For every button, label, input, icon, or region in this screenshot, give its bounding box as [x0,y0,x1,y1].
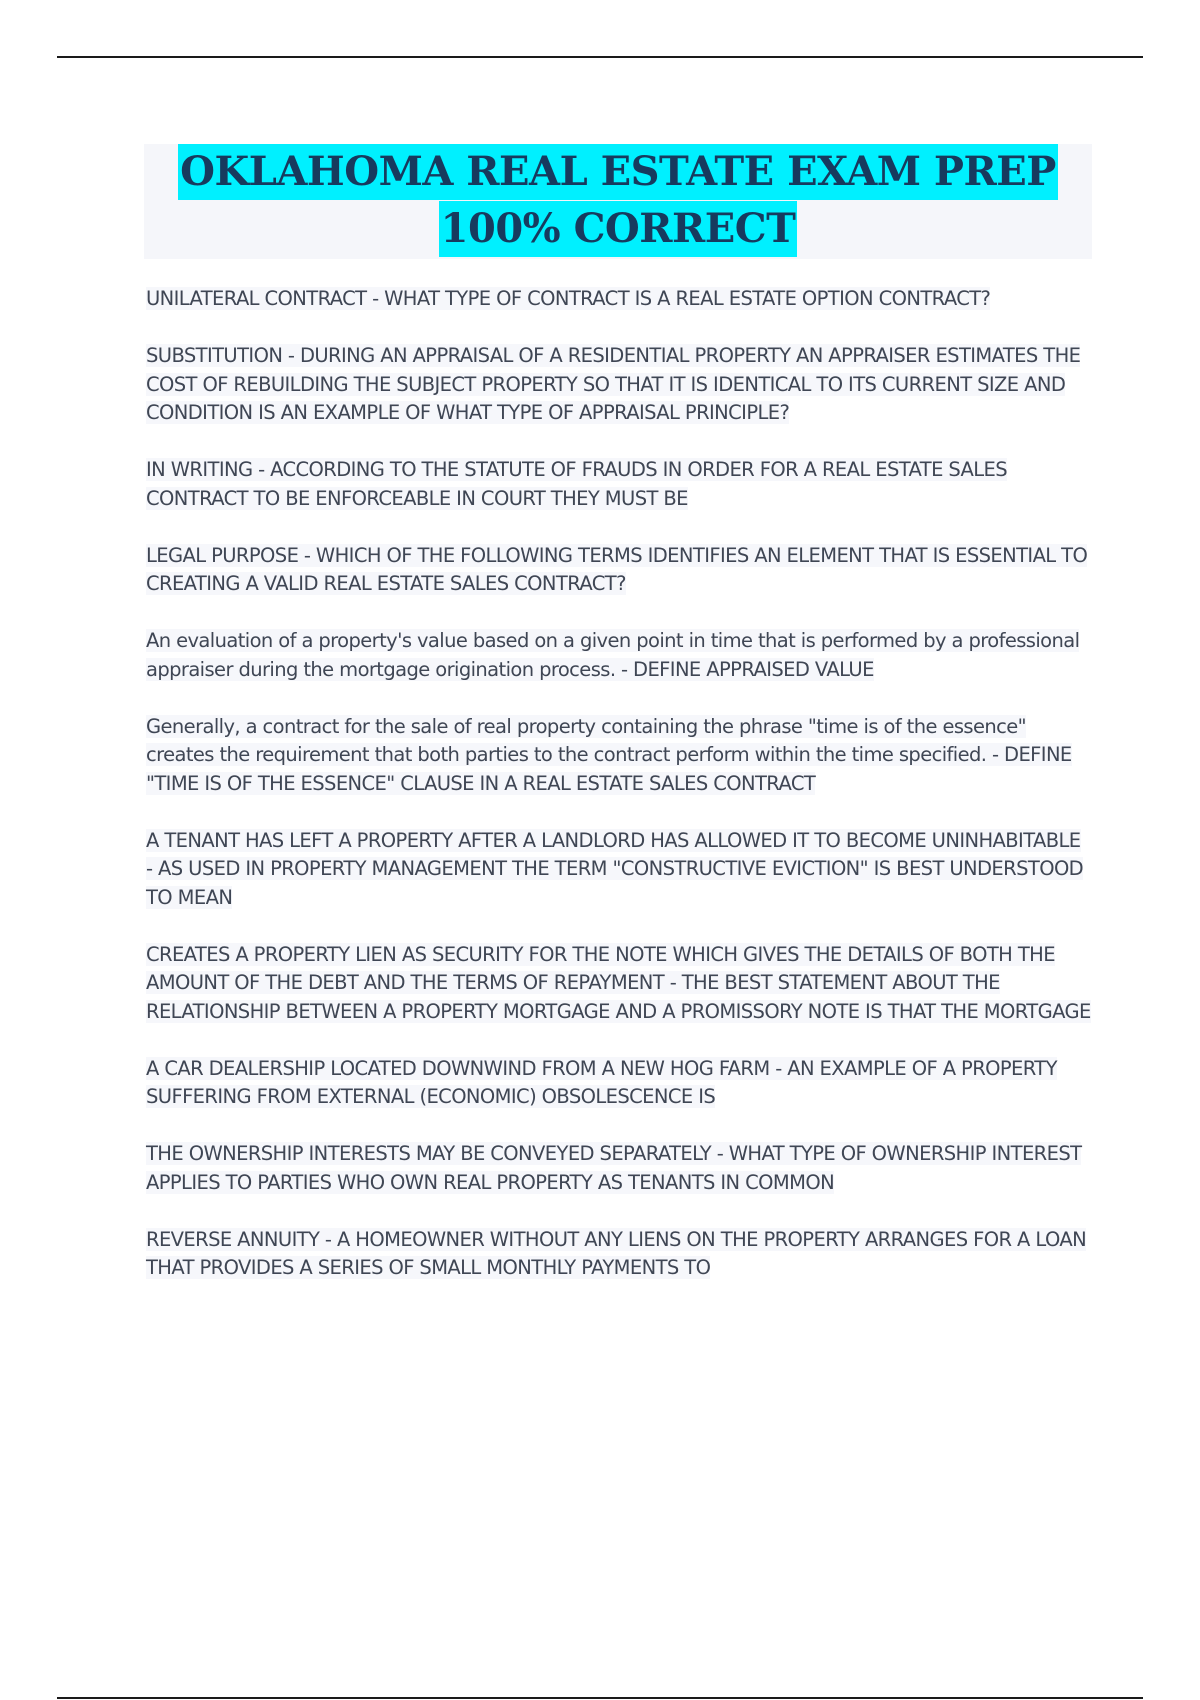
qa-entry: A TENANT HAS LEFT A PROPERTY AFTER A LANDLORD HAS ALLOWED IT TO BECOME UNINHABITABLE - AS USED IN PROPERTY MANAGEMENT THE TERM "CONSTRUCTIVE EVICTION" IS BEST UNDERSTOOD TO MEAN [146,828,1084,909]
document-title [144,144,1092,259]
qa-entry: REVERSE ANNUITY - A HOMEOWNER WITHOUT ANY LIENS ON THE PROPERTY ARRANGES FOR A LOAN THAT PROVIDES A SERIES OF SMALL MONTHLY PAYMENTS TO [146,1227,1087,1279]
qa-entry: CREATES A PROPERTY LIEN AS SECURITY FOR THE NOTE WHICH GIVES THE DETAILS OF BOTH THE AMOUNT OF THE DEBT AND THE TERMS OF REPAYMENT - THE BEST STATEMENT ABOUT THE RELATIONSHIP BETWEEN A PROPERTY MORTGAGE AND A PROMISSORY NOTE IS THAT THE MORTGAGE [146,942,1091,1023]
qa-entry: An evaluation of a property's value based on a given point in time that is performed by a professional appraiser during the mortgage origination process. - DEFINE APPRAISED VALUE [146,629,1080,681]
qa-list [146,285,1092,1311]
qa-entry: UNILATERAL CONTRACT - WHAT TYPE OF CONTRACT IS A REAL ESTATE OPTION CONTRACT? [146,287,991,310]
qa-entry: A CAR DEALERSHIP LOCATED DOWNWIND FROM A NEW HOG FARM - AN EXAMPLE OF A PROPERTY SUFFERING FROM EXTERNAL (ECONOMIC) OBSOLESCENCE IS [146,1056,1057,1108]
header-rule [57,56,1143,58]
qa-entry: Generally, a contract for the sale of real property containing the phrase "time is of the essence" creates the requirement that both parties to the contract perform within the time specified. - DEFINE "TIME IS OF THE ESSENCE" CLAUSE IN A REAL ESTATE SALES CONTRACT [146,714,1072,795]
qa-entry: THE OWNERSHIP INTERESTS MAY BE CONVEYED SEPARATELY - WHAT TYPE OF OWNERSHIP INTEREST APPLIES TO PARTIES WHO OWN REAL PROPERTY AS TENANTS IN COMMON [146,1142,1082,1194]
qa-entry: IN WRITING - ACCORDING TO THE STATUTE OF FRAUDS IN ORDER FOR A REAL ESTATE SALES CONTRACT TO BE ENFORCEABLE IN COURT THEY MUST BE [146,458,1008,510]
title-line-2: 100% CORRECT [439,201,798,257]
footer-rule [57,1697,1143,1699]
qa-entry: LEGAL PURPOSE - WHICH OF THE FOLLOWING TERMS IDENTIFIES AN ELEMENT THAT IS ESSENTIAL TO CREATING A VALID REAL ESTATE SALES CONTRACT? [146,543,1088,595]
qa-entry: SUBSTITUTION - DURING AN APPRAISAL OF A RESIDENTIAL PROPERTY AN APPRAISER ESTIMATES THE COST OF REBUILDING THE SUBJECT PROPERTY SO THAT IT IS IDENTICAL TO ITS CURRENT SIZE AND CONDITION IS AN EXAMPLE OF WHAT TYPE OF APPRAISAL PRINCIPLE? [146,344,1081,424]
title-line-1: OKLAHOMA REAL ESTATE EXAM PREP [178,144,1058,200]
